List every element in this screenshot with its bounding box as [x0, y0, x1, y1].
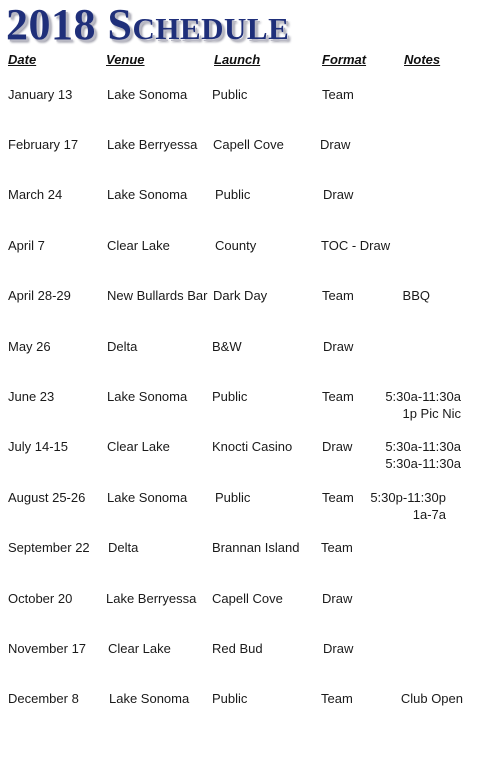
note-line: 1a-7a: [412, 507, 446, 522]
row-format: Team: [322, 288, 354, 303]
row-venue: Lake Sonoma: [107, 490, 188, 505]
row-format: TOC - Draw: [321, 238, 391, 253]
row-launch: Public: [212, 691, 248, 706]
page-title: 2018 Schedule: [6, 0, 290, 49]
row-format: Draw: [322, 439, 353, 454]
row-venue: New Bullards Bar: [107, 288, 208, 303]
note-line: 5:30p-11:30p: [370, 490, 446, 505]
row-date: February 17: [8, 137, 79, 152]
row-format: Team: [322, 490, 354, 505]
row-venue: Lake Berryessa: [107, 137, 198, 152]
row-date: November 17: [8, 641, 87, 656]
row-format: Draw: [323, 339, 354, 354]
row-date: June 23: [8, 389, 55, 404]
row-venue: Lake Sonoma: [109, 691, 190, 706]
row-date: March 24: [8, 187, 63, 202]
row-launch: Brannan Island: [212, 540, 300, 555]
row-launch: Public: [215, 490, 251, 505]
row-launch: Public: [212, 389, 248, 404]
row-date: May 26: [8, 339, 51, 354]
row-format: Draw: [323, 187, 354, 202]
row-format: Draw: [320, 137, 351, 152]
row-date: April 28-29: [8, 288, 71, 303]
row-venue: Clear Lake: [107, 238, 170, 253]
row-launch: B&W: [212, 339, 242, 354]
row-launch: Knocti Casino: [212, 439, 293, 454]
header-launch: Launch: [214, 52, 261, 67]
row-venue: Clear Lake: [108, 641, 171, 656]
note-line: 5:30a-11:30a: [385, 389, 461, 404]
row-notes: [401, 690, 463, 707]
row-launch: Capell Cove: [212, 591, 283, 606]
row-date: April 7: [8, 238, 45, 253]
row-launch: Capell Cove: [213, 137, 284, 152]
row-format: Team: [322, 87, 354, 102]
row-venue: Delta: [108, 540, 139, 555]
row-date: August 25-26: [8, 490, 86, 505]
row-notes: [385, 388, 461, 422]
header-venue: Venue: [106, 52, 145, 67]
row-notes: [385, 438, 461, 472]
row-date: December 8: [8, 691, 79, 706]
row-format: Team: [321, 691, 353, 706]
row-launch: Dark Day: [213, 288, 268, 303]
row-venue: Lake Sonoma: [107, 389, 188, 404]
row-date: January 13: [8, 87, 73, 102]
row-date: July 14-15: [8, 439, 68, 454]
row-venue: Delta: [107, 339, 138, 354]
row-venue: Lake Sonoma: [107, 87, 188, 102]
note-line: 5:30a-11:30a: [385, 456, 461, 471]
row-notes: [370, 489, 446, 523]
row-venue: Lake Berryessa: [106, 591, 197, 606]
row-notes: [403, 287, 430, 304]
row-format: Draw: [323, 641, 354, 656]
row-format: Team: [322, 389, 354, 404]
row-launch: County: [215, 238, 257, 253]
row-launch: Public: [212, 87, 248, 102]
note-line: 5:30a-11:30a: [385, 439, 461, 454]
header-format: Format: [322, 52, 367, 67]
note-line: Club Open: [400, 691, 463, 706]
row-date: October 20: [8, 591, 73, 606]
row-launch: Public: [215, 187, 251, 202]
note-line: BBQ: [402, 288, 430, 303]
header-date: Date: [8, 52, 37, 67]
row-launch: Red Bud: [212, 641, 263, 656]
row-venue: Lake Sonoma: [107, 187, 188, 202]
row-format: Draw: [322, 591, 353, 606]
header-notes: Notes: [404, 52, 441, 67]
row-venue: Clear Lake: [107, 439, 170, 454]
row-format: Team: [321, 540, 353, 555]
row-date: September 22: [8, 540, 90, 555]
note-line: 1p Pic Nic: [402, 406, 461, 421]
